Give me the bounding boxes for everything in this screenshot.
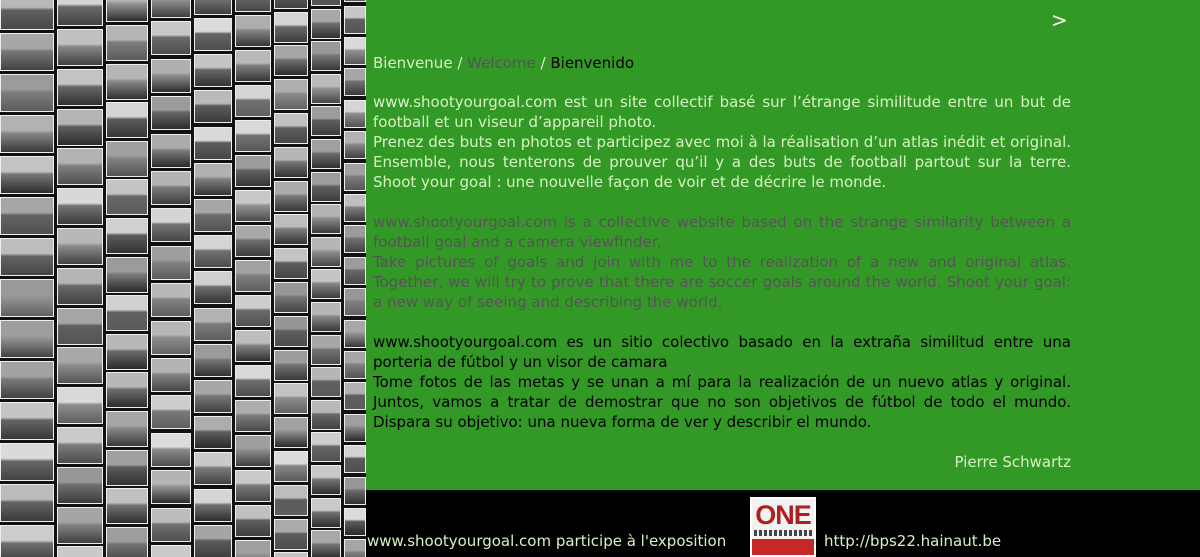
wall-photo-tile <box>344 414 366 442</box>
wall-photo-tile <box>235 365 271 397</box>
wall-photo-tile <box>106 218 148 254</box>
wall-photo-tile <box>235 190 271 222</box>
wall-photo-tile <box>274 485 308 516</box>
wall-photo-tile <box>344 477 366 505</box>
wall-photo-tile <box>311 139 341 169</box>
wall-photo-tile <box>151 171 191 205</box>
wall-photo-tile <box>151 208 191 242</box>
wall-photo-tile <box>0 320 54 358</box>
photo-wall <box>0 0 366 557</box>
wall-photo-tile <box>344 445 366 473</box>
lang-es-link[interactable]: Bienvenido <box>550 54 635 72</box>
wall-photo-tile <box>235 85 271 117</box>
wall-photo-tile <box>311 302 341 332</box>
wall-photo-tile <box>0 443 54 481</box>
wall-photo-tile <box>235 15 271 47</box>
wall-photo-tile <box>57 268 103 305</box>
wall-photo-tile <box>274 79 308 110</box>
wall-photo-tile <box>151 96 191 130</box>
wall-photo-tile <box>235 50 271 82</box>
wall-photo-tile <box>235 435 271 467</box>
wall-photo-tile <box>0 279 54 317</box>
wall-photo-tile <box>344 382 366 410</box>
wall-photo-tile <box>151 358 191 392</box>
wall-photo-tile <box>274 383 308 414</box>
wall-photo-tile <box>194 199 232 232</box>
wall-photo-tile <box>57 347 103 384</box>
wall-photo-tile <box>311 0 341 6</box>
wall-photo-tile <box>274 181 308 212</box>
wall-photo-tile <box>235 330 271 362</box>
wall-photo-tile <box>274 282 308 313</box>
wall-photo-tile <box>344 163 366 191</box>
wall-photo-tile <box>311 106 341 136</box>
wall-photo-tile <box>151 433 191 467</box>
wall-photo-tile <box>311 237 341 267</box>
wall-photo-tile <box>274 147 308 178</box>
wall-photo-tile <box>235 225 271 257</box>
wall-photo-tile <box>311 172 341 202</box>
exhibition-logo[interactable] <box>750 497 816 557</box>
wall-photo-tile <box>274 45 308 76</box>
exhibition-link[interactable]: http://bps22.hainaut.be <box>824 532 1002 550</box>
wall-photo-tile <box>0 361 54 399</box>
wall-photo-tile <box>194 0 232 15</box>
paragraph-line: Take pictures of goals and join with me to the realization of a new and original atlas. Together, we will try to prove that there are soccer goals around the world. Shoot your goal: a new way of seeing and describing the world. <box>373 253 1071 311</box>
paragraph-french <box>373 92 1071 192</box>
wall-photo-tile <box>344 508 366 536</box>
wall-photo-tile <box>344 131 366 159</box>
wall-photo-tile <box>194 90 232 123</box>
wall-photo-tile <box>106 64 148 100</box>
wall-photo-tile <box>311 530 341 557</box>
wall-photo-tile <box>344 320 366 348</box>
wall-photo-tile <box>57 109 103 146</box>
wall-photo-tile <box>274 350 308 381</box>
wall-photo-tile <box>311 41 341 71</box>
wall-photo-tile <box>274 519 308 550</box>
wall-photo-tile <box>57 69 103 106</box>
wall-photo-tile <box>0 484 54 522</box>
wall-photo-tile <box>57 308 103 345</box>
wall-photo-tile <box>151 545 191 557</box>
wall-photo-tile <box>274 451 308 482</box>
wall-photo-tile <box>151 395 191 429</box>
wall-photo-tile <box>235 470 271 502</box>
wall-photo-tile <box>0 238 54 276</box>
wall-photo-tile <box>151 470 191 504</box>
wall-photo-tile <box>235 400 271 432</box>
wall-photo-tile <box>0 0 54 30</box>
wall-photo-tile <box>311 400 341 430</box>
lang-fr-link[interactable]: Bienvenue <box>373 54 453 72</box>
footer-exhibition-text: www.shootyourgoal.com participe à l'exposition <box>367 532 727 550</box>
wall-photo-tile <box>344 539 366 557</box>
wall-photo-tile <box>235 0 271 12</box>
wall-photo-tile <box>344 6 366 34</box>
wall-photo-tile <box>106 450 148 486</box>
paragraph-line: www.shootyourgoal.com is a collective website based on the strange similarity between a football goal and a camera viewfinder. <box>373 213 1071 251</box>
wall-photo-tile <box>0 115 54 153</box>
wall-photo-tile <box>194 271 232 304</box>
paragraph-line: Tome fotos de las metas y se unan a mí para la realización de un nuevo atlas y original. Juntos, vamos a tratar de demostrar que no son objetivos de fútbol de todo el mundo. Dispara su objetivo: una nueva forma de ver y describir el mundo. <box>373 373 1071 431</box>
wall-photo-tile <box>344 257 366 285</box>
wall-photo-tile <box>106 102 148 138</box>
wall-photo-tile <box>151 134 191 168</box>
wall-photo-tile <box>235 505 271 537</box>
wall-photo-tile <box>311 465 341 495</box>
wall-photo-tile <box>311 204 341 234</box>
wall-photo-tile <box>0 156 54 194</box>
wall-photo-tile <box>194 489 232 522</box>
paragraph-line: www.shootyourgoal.com es un sitio colectivo basado en la extraña similitud entre una porteria de fútbol y un visor de camara <box>373 333 1071 371</box>
wall-photo-tile <box>57 467 103 504</box>
wall-photo-tile <box>106 372 148 408</box>
wall-photo-tile <box>194 308 232 341</box>
next-arrow-link[interactable]: > <box>1051 8 1068 32</box>
wall-photo-tile <box>57 29 103 66</box>
wall-photo-tile <box>57 507 103 544</box>
logo-text: ONE <box>755 500 811 530</box>
wall-photo-tile <box>194 235 232 268</box>
paragraph-english <box>373 212 1071 312</box>
content-panel <box>366 0 1200 490</box>
wall-photo-tile <box>151 246 191 280</box>
wall-photo-tile <box>274 214 308 245</box>
wall-photo-tile <box>274 113 308 144</box>
wall-photo-tile <box>194 127 232 160</box>
logo-red-stripe <box>752 539 814 555</box>
wall-photo-tile <box>344 0 366 2</box>
paragraph-spanish <box>373 332 1071 432</box>
wall-photo-tile <box>151 321 191 355</box>
wall-photo-tile <box>194 452 232 485</box>
wall-photo-tile <box>106 179 148 215</box>
wall-photo-tile <box>151 283 191 317</box>
wall-photo-tile <box>0 525 54 557</box>
wall-photo-tile <box>235 260 271 292</box>
wall-photo-tile <box>235 155 271 187</box>
wall-photo-tile <box>151 0 191 18</box>
wall-photo-tile <box>235 120 271 152</box>
wall-photo-tile <box>106 141 148 177</box>
author-signature: Pierre Schwartz <box>954 453 1071 471</box>
wall-photo-tile <box>194 344 232 377</box>
wall-photo-tile <box>311 498 341 528</box>
wall-photo-tile <box>57 427 103 464</box>
wall-photo-tile <box>57 387 103 424</box>
wall-photo-tile <box>344 100 366 128</box>
lang-separator: / <box>535 54 551 72</box>
wall-photo-tile <box>0 33 54 71</box>
wall-photo-tile <box>274 248 308 279</box>
wall-photo-tile <box>106 295 148 331</box>
wall-photo-tile <box>344 68 366 96</box>
wall-photo-tile <box>274 12 308 43</box>
wall-photo-tile <box>106 334 148 370</box>
wall-photo-tile <box>311 335 341 365</box>
wall-photo-tile <box>274 316 308 347</box>
wall-photo-tile <box>151 21 191 55</box>
wall-photo-tile <box>344 288 366 316</box>
language-selector <box>373 53 1071 73</box>
wall-photo-tile <box>106 488 148 524</box>
wall-photo-tile <box>194 380 232 413</box>
logo-subtext-decoration <box>754 530 812 536</box>
wall-photo-tile <box>57 188 103 225</box>
wall-photo-tile <box>194 163 232 196</box>
wall-photo-tile <box>151 508 191 542</box>
paragraph-line: www.shootyourgoal.com est un site collectif basé sur l’étrange similitude entre un but de football et un viseur d’appareil photo. <box>373 93 1071 131</box>
wall-photo-tile <box>194 54 232 87</box>
wall-photo-tile <box>344 37 366 65</box>
wall-photo-tile <box>194 18 232 51</box>
wall-photo-tile <box>311 269 341 299</box>
wall-photo-tile <box>311 74 341 104</box>
wall-photo-tile <box>194 525 232 557</box>
wall-photo-tile <box>274 552 308 557</box>
wall-photo-tile <box>311 432 341 462</box>
wall-photo-tile <box>57 0 103 26</box>
wall-photo-tile <box>311 367 341 397</box>
wall-photo-tile <box>235 540 271 557</box>
wall-photo-tile <box>235 295 271 327</box>
wall-photo-tile <box>106 25 148 61</box>
wall-photo-tile <box>0 197 54 235</box>
wall-photo-tile <box>274 417 308 448</box>
lang-en-link[interactable]: Welcome <box>467 54 536 72</box>
wall-photo-tile <box>274 0 308 9</box>
wall-photo-tile <box>106 0 148 22</box>
wall-photo-tile <box>106 527 148 557</box>
wall-photo-tile <box>344 194 366 222</box>
wall-photo-tile <box>0 74 54 112</box>
wall-photo-tile <box>106 411 148 447</box>
wall-photo-tile <box>311 9 341 39</box>
wall-photo-tile <box>344 351 366 379</box>
paragraph-line: Prenez des buts en photos et participez avec moi à la réalisation d’un atlas inédit et original. Ensemble, nous tenterons de prouver qu’il y a des buts de football partout sur la terre. Shoot your goal : une nouvelle façon de voir et de décrire le monde. <box>373 133 1071 191</box>
lang-separator: / <box>452 54 468 72</box>
wall-photo-tile <box>0 402 54 440</box>
content-text <box>373 53 1071 472</box>
wall-photo-tile <box>194 416 232 449</box>
wall-photo-tile <box>57 228 103 265</box>
wall-photo-tile <box>151 59 191 93</box>
wall-photo-tile <box>344 225 366 253</box>
wall-photo-tile <box>57 546 103 557</box>
wall-photo-tile <box>106 257 148 293</box>
wall-photo-tile <box>57 148 103 185</box>
